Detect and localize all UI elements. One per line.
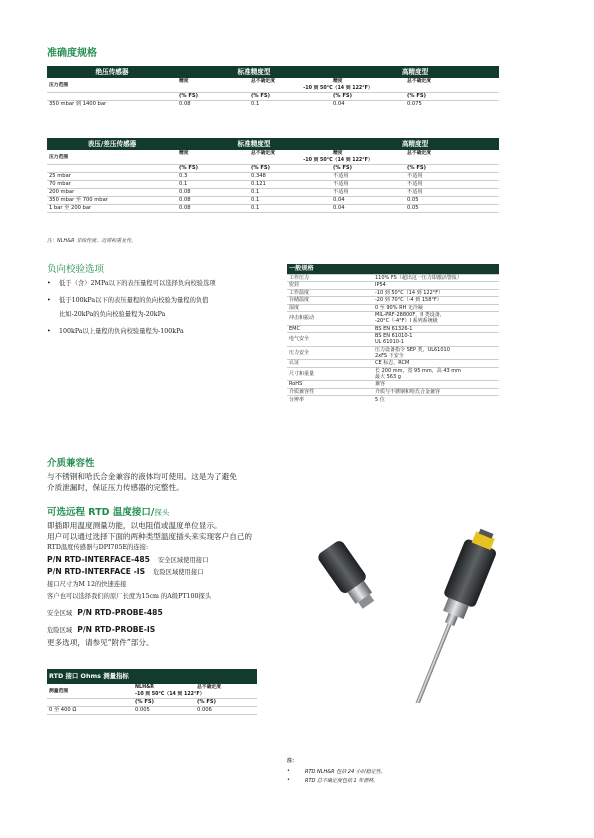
rtd-content: 即插即用温度测量功能，以电阻值或温度单位显示。 用户可以通过选择下面的两种类型温度插头来实现客户自己的 RTD温度传感器与DPI705E的连接: P/N RTD-INTERFACE-485 安全区域使用接口 P/N RTD-INTERFACE -IS 危险区域使用接口 接口尺寸为M 12的快速连接 客户也可以选择我们的原厂长度为15cm 的A级PT100探头 安全区域 P/N RTD-PROBE-485 危险区域 P/N RTD-PROBE-IS 更多选项，请参见“附件”部分。 — [47, 521, 253, 647]
spec-row — [287, 282, 499, 290]
spec-label: EMC — [287, 325, 373, 333]
spec-label: 电气安全 — [287, 333, 373, 347]
sub-label: 精度 — [179, 79, 189, 84]
spec-value: BS EN 61326-1 — [373, 325, 499, 333]
unit: (% FS) — [177, 93, 249, 101]
spec-label: 分辨率 — [287, 396, 373, 404]
sub-label: 总不确定度 — [197, 685, 221, 690]
unit: (% FS) — [177, 165, 249, 173]
spec-label: 尺寸和重量 — [287, 367, 373, 381]
unit: (% FS) — [405, 93, 499, 101]
spec-row — [287, 346, 499, 360]
media-text — [47, 471, 237, 493]
spec-row — [287, 388, 499, 396]
temp-label: -10 到 50°C（14 到 122°F） — [135, 692, 205, 697]
text-line: 介质泄漏时，保证压力传感器的完整性。 — [47, 483, 184, 492]
table-row: 350 mbar 至 700 mbar 0.08 0.1 0.04 0.05 — [47, 197, 499, 205]
col-header: 表压/差压传感器 — [47, 138, 177, 150]
spec-row — [287, 312, 499, 326]
spec-label: 存储温度 — [287, 297, 373, 305]
sub-label: NLH&R — [135, 685, 154, 690]
sub-label: 总不确定度 — [407, 79, 431, 84]
sub-label: 精度 — [333, 79, 343, 84]
spec-row — [287, 289, 499, 297]
spec-value: 5 位 — [373, 396, 499, 404]
spec-row — [287, 333, 499, 347]
col-header: 标准精度型 — [177, 66, 331, 78]
footnote: 注： • RTD NLH&R 包括 24 小时稳定性。 • RTD 总不确定度包括 1 年漂移。 — [287, 758, 386, 784]
unit: (% FS) — [405, 165, 499, 173]
sub-label: 总不确定度 — [407, 151, 431, 156]
spec-row — [287, 381, 499, 389]
temp-label: -10 到 50°C（14 到 122°F） — [303, 158, 373, 163]
spec-value: 0 至 90% RH 无冷凝 — [373, 304, 499, 312]
spec-label: 介质兼容性 — [287, 388, 373, 396]
list-item: • 低于100kPa以下的表压量程的负向校验为量程的负值 — [47, 297, 209, 304]
accuracy-title: 准确度规格 — [47, 48, 97, 59]
range-label: 压力范围 — [49, 154, 69, 160]
rtd-ohms-table: RTD 接口 Ohms 测量指标 测量范围 NLH&R 总不确定度 -10 到 50°C（14 到 122°F） (% FS) (% FS) 0 至 400 Ω 0.005 0.006 — [47, 669, 257, 715]
list-item: • RTD NLH&R 包括 24 小时稳定性。 — [287, 768, 386, 775]
unit: (% FS) — [331, 165, 405, 173]
spec-value: 兼容 — [373, 381, 499, 389]
unit: (% FS) — [249, 93, 331, 101]
range-label: 测量范围 — [49, 688, 69, 694]
temp-label: -10 到 50°C（14 到 122°F） — [303, 86, 373, 91]
spec-value: -20 到 70°C（-4 到 158°F） — [373, 297, 499, 305]
unit: (% FS) — [249, 165, 331, 173]
table-row — [47, 101, 499, 109]
spec-row — [287, 304, 499, 312]
spec-value: BS EN 61010-1 UL 61010-1 — [373, 333, 499, 347]
list-item: • 低于（含）2MPa以下的表压量程可以选择负向校验选项 — [47, 280, 216, 287]
spec-label: 工作压力 — [287, 274, 373, 282]
media-title: 介质兼容性 — [47, 458, 95, 469]
table-row: 0 至 400 Ω 0.005 0.006 — [47, 707, 257, 715]
list-item: • RTD 总不确定度包括 1 年漂移。 — [287, 777, 379, 784]
list-item: • 100kPa以上量程的负向校验量程为-100kPa — [47, 328, 184, 335]
table-row: 25 mbar 0.3 0.348 不适用 不适用 — [47, 173, 499, 181]
spec-value: CE 标志，RCM — [373, 360, 499, 368]
neg-cal-list — [47, 278, 272, 337]
general-spec-table — [287, 264, 499, 403]
rtd-table-title: RTD 接口 Ohms 测量指标 — [47, 669, 257, 684]
rtd-probe-image — [286, 508, 548, 703]
spec-value: 长 200 mm，宽 95 mm，高 43 mm 最大 563 g — [373, 367, 499, 381]
general-title: 一般规格 — [287, 264, 499, 274]
spec-value: -10 到 50°C（14 到 122°F） — [373, 289, 499, 297]
table-row: 1 bar 至 200 bar 0.08 0.1 0.04 0.05 — [47, 205, 499, 213]
absolute-sensor-table — [47, 66, 499, 108]
spec-label: 湿度 — [287, 304, 373, 312]
spec-value: 介质与不锈钢和哈氏合金兼容 — [373, 388, 499, 396]
range-label: 压力范围 — [49, 82, 69, 88]
spec-row — [287, 360, 499, 368]
spec-label: 工作温度 — [287, 289, 373, 297]
spec-label: 冲击和振动 — [287, 312, 373, 326]
spec-row — [287, 367, 499, 381]
spec-row — [287, 325, 499, 333]
sub-label: 总不确定度 — [251, 151, 275, 156]
table-row: 70 mbar 0.1 0.121 不适用 不适用 — [47, 181, 499, 189]
table-note: 注：NLH&R 非线性度、迟滞和重复性。 — [47, 238, 137, 244]
neg-cal-title: 负向校验选项 — [47, 264, 105, 275]
cell: 350 mbar 到 1400 bar — [47, 101, 177, 109]
list-item-cont: 比如-20kPa的负向校验量程为-20kPa — [59, 311, 166, 318]
spec-value: IP54 — [373, 282, 499, 290]
text-line: 与不锈钢和哈氏合金兼容的液体均可使用。这是为了避免 — [47, 472, 237, 481]
cell: 0.075 — [405, 101, 499, 109]
spec-value: 110% FS（超出这一压力即激活警报） — [373, 274, 499, 282]
cell: 0.04 — [331, 101, 405, 109]
spec-row — [287, 274, 499, 282]
col-header: 标准精度型 — [177, 138, 331, 150]
spec-label: 压力安全 — [287, 346, 373, 360]
gauge-sensor-table — [47, 138, 499, 213]
rtd-title: 可选远程 RTD 温度接口/探头 — [47, 507, 170, 518]
cell: 0.1 — [249, 101, 331, 109]
spec-label: RoHS — [287, 381, 373, 389]
col-header: 高精度型 — [331, 138, 499, 150]
spec-value: MIL-PRF-28800F，II 类设备， -20°C（-4°F）I 系列系统级 — [373, 312, 499, 326]
col-header: 高精度型 — [331, 66, 499, 78]
spec-row — [287, 396, 499, 404]
unit: (% FS) — [331, 93, 405, 101]
table-row: 200 mbar 0.08 0.1 不适用 不适用 — [47, 189, 499, 197]
spec-value: 压力设备指令 SEP 类，UL61010 2xFS 下安全 — [373, 346, 499, 360]
spec-label: 密封 — [287, 282, 373, 290]
spec-row — [287, 297, 499, 305]
cell: 0.08 — [177, 101, 249, 109]
col-header: 绝压传感器 — [47, 66, 177, 78]
spec-label: 认证 — [287, 360, 373, 368]
sub-label: 精度 — [179, 151, 189, 156]
sub-label: 精度 — [333, 151, 343, 156]
sub-label: 总不确定度 — [251, 79, 275, 84]
